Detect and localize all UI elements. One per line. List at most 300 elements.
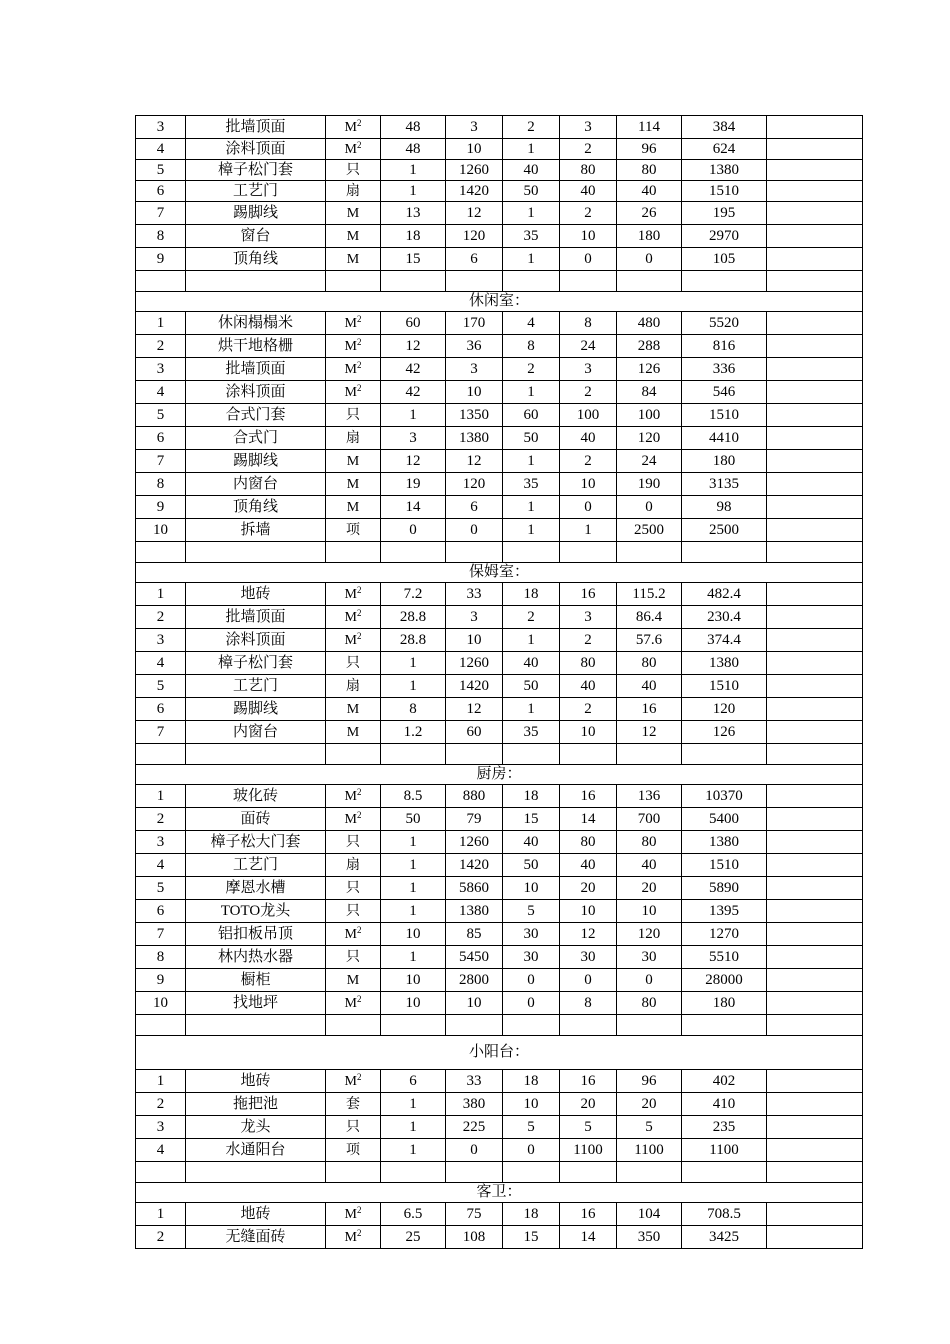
section-title: 休闲室： [136, 292, 863, 312]
material-cell [446, 744, 503, 765]
material-cell: 79 [446, 808, 503, 831]
labor-cell: 40 [560, 181, 617, 202]
unit-cell: M [326, 473, 381, 496]
auxiliary-cell: 50 [503, 181, 560, 202]
total-cell: 2500 [682, 519, 767, 542]
unit-cell [326, 1015, 381, 1036]
remark-cell [767, 404, 863, 427]
labor-cell: 1 [560, 519, 617, 542]
remark-cell [767, 181, 863, 202]
labor-subtotal-cell [617, 542, 682, 563]
total-cell: 3135 [682, 473, 767, 496]
labor-cell: 1100 [560, 1139, 617, 1162]
material-cell: 1260 [446, 831, 503, 854]
item-name-cell: 休闲榻榻米 [186, 312, 326, 335]
qty-cell: 12 [381, 335, 446, 358]
qty-cell: 10 [381, 969, 446, 992]
seq-cell: 2 [136, 335, 186, 358]
qty-cell: 19 [381, 473, 446, 496]
total-cell: 384 [682, 116, 767, 139]
unit-cell: 只 [326, 946, 381, 969]
seq-cell: 5 [136, 404, 186, 427]
remark-cell [767, 831, 863, 854]
seq-cell: 8 [136, 473, 186, 496]
unit-cell: $M^2$ [326, 992, 381, 1015]
auxiliary-cell: 50 [503, 675, 560, 698]
auxiliary-cell: 2 [503, 116, 560, 139]
item-name-cell: 工艺门 [186, 675, 326, 698]
table-row [136, 312, 863, 335]
auxiliary-cell: 30 [503, 923, 560, 946]
auxiliary-cell [503, 1015, 560, 1036]
table-row [136, 496, 863, 519]
qty-cell: 14 [381, 496, 446, 519]
seq-cell: 3 [136, 116, 186, 139]
labor-subtotal-cell: 20 [617, 1093, 682, 1116]
table-row [136, 583, 863, 606]
labor-cell: 16 [560, 583, 617, 606]
labor-cell: 10 [560, 225, 617, 248]
unit-cell: 只 [326, 877, 381, 900]
section-title: 客卫： [136, 1183, 863, 1203]
seq-cell: 6 [136, 427, 186, 450]
qty-cell: 1 [381, 1139, 446, 1162]
remark-cell [767, 1203, 863, 1226]
table-row [136, 139, 863, 160]
item-name-cell: 地砖 [186, 583, 326, 606]
item-name-cell: 龙头 [186, 1116, 326, 1139]
unit-cell: $M^2$ [326, 1070, 381, 1093]
material-cell: 1420 [446, 854, 503, 877]
seq-cell: 1 [136, 1203, 186, 1226]
qty-cell: 42 [381, 381, 446, 404]
total-cell: 98 [682, 496, 767, 519]
total-cell: 105 [682, 248, 767, 271]
qty-cell: 1 [381, 675, 446, 698]
unit-cell [326, 1162, 381, 1183]
seq-cell: 7 [136, 450, 186, 473]
unit-cell: $M^2$ [326, 1203, 381, 1226]
table-row [136, 450, 863, 473]
item-name-cell: 涂料顶面 [186, 381, 326, 404]
item-name-cell: 拆墙 [186, 519, 326, 542]
seq-cell: 9 [136, 496, 186, 519]
item-name-cell: 面砖 [186, 808, 326, 831]
total-cell: 546 [682, 381, 767, 404]
unit-cell: 项 [326, 519, 381, 542]
labor-subtotal-cell: 16 [617, 698, 682, 721]
qty-cell [381, 1162, 446, 1183]
item-name-cell: 批墙顶面 [186, 116, 326, 139]
remark-cell [767, 923, 863, 946]
labor-cell [560, 542, 617, 563]
item-name-cell: 水通阳台 [186, 1139, 326, 1162]
auxiliary-cell [503, 1162, 560, 1183]
blank-row [136, 744, 863, 765]
table-row [136, 606, 863, 629]
item-name-cell: 找地坪 [186, 992, 326, 1015]
labor-subtotal-cell: 114 [617, 116, 682, 139]
material-cell: 85 [446, 923, 503, 946]
labor-subtotal-cell: 80 [617, 652, 682, 675]
total-cell: 1510 [682, 404, 767, 427]
seq-cell: 8 [136, 946, 186, 969]
labor-subtotal-cell: 2500 [617, 519, 682, 542]
unit-cell: M [326, 225, 381, 248]
unit-cell: M [326, 969, 381, 992]
remark-cell [767, 1093, 863, 1116]
table-row [136, 1093, 863, 1116]
remark-cell [767, 160, 863, 181]
labor-cell: 30 [560, 946, 617, 969]
section-header-row [136, 765, 863, 785]
seq-cell: 3 [136, 629, 186, 652]
item-name-cell: 工艺门 [186, 181, 326, 202]
unit-cell: 只 [326, 160, 381, 181]
remark-cell [767, 785, 863, 808]
remark-cell [767, 358, 863, 381]
total-cell: 5520 [682, 312, 767, 335]
table-row [136, 519, 863, 542]
labor-subtotal-cell: 84 [617, 381, 682, 404]
item-name-cell: 顶角线 [186, 248, 326, 271]
table-row [136, 427, 863, 450]
labor-cell: 16 [560, 785, 617, 808]
remark-cell [767, 675, 863, 698]
auxiliary-cell: 1 [503, 139, 560, 160]
total-cell: 1380 [682, 652, 767, 675]
material-cell: 3 [446, 358, 503, 381]
labor-subtotal-cell: 5 [617, 1116, 682, 1139]
labor-cell: 80 [560, 652, 617, 675]
material-cell [446, 1162, 503, 1183]
seq-cell: 1 [136, 583, 186, 606]
total-cell: 1100 [682, 1139, 767, 1162]
qty-cell: 13 [381, 202, 446, 225]
item-name-cell: 批墙顶面 [186, 358, 326, 381]
item-name-cell: 林内热水器 [186, 946, 326, 969]
unit-cell: M [326, 248, 381, 271]
total-cell: 180 [682, 450, 767, 473]
material-cell: 0 [446, 519, 503, 542]
remark-cell [767, 248, 863, 271]
section-title: 保姆室： [136, 563, 863, 583]
qty-cell: 1 [381, 404, 446, 427]
labor-subtotal-cell: 26 [617, 202, 682, 225]
table-row [136, 698, 863, 721]
section-title: 小阳台： [136, 1036, 863, 1070]
table-row [136, 785, 863, 808]
labor-cell: 0 [560, 248, 617, 271]
qty-cell: 1 [381, 652, 446, 675]
section-header-row [136, 292, 863, 312]
seq-cell: 2 [136, 606, 186, 629]
unit-cell: $M^2$ [326, 923, 381, 946]
seq-cell: 2 [136, 808, 186, 831]
item-name-cell [186, 271, 326, 292]
unit-cell: 扇 [326, 854, 381, 877]
item-name-cell: 樟子松门套 [186, 652, 326, 675]
total-cell [682, 1015, 767, 1036]
seq-cell: 7 [136, 721, 186, 744]
unit-cell [326, 271, 381, 292]
auxiliary-cell: 0 [503, 1139, 560, 1162]
qty-cell: 15 [381, 248, 446, 271]
item-name-cell: 内窗台 [186, 473, 326, 496]
total-cell: 120 [682, 698, 767, 721]
total-cell: 195 [682, 202, 767, 225]
item-name-cell [186, 744, 326, 765]
unit-cell: $M^2$ [326, 312, 381, 335]
seq-cell: 3 [136, 831, 186, 854]
item-name-cell: 烘干地格栅 [186, 335, 326, 358]
unit-cell: M [326, 202, 381, 225]
item-name-cell: 玻化砖 [186, 785, 326, 808]
total-cell [682, 271, 767, 292]
qty-cell: 28.8 [381, 606, 446, 629]
labor-cell: 20 [560, 1093, 617, 1116]
item-name-cell: 合式门 [186, 427, 326, 450]
labor-cell: 10 [560, 721, 617, 744]
material-cell: 5860 [446, 877, 503, 900]
auxiliary-cell: 18 [503, 1203, 560, 1226]
remark-cell [767, 473, 863, 496]
qty-cell: 12 [381, 450, 446, 473]
unit-cell [326, 542, 381, 563]
labor-subtotal-cell: 96 [617, 1070, 682, 1093]
unit-cell: $M^2$ [326, 629, 381, 652]
item-name-cell: 橱柜 [186, 969, 326, 992]
total-cell [682, 1162, 767, 1183]
labor-cell: 12 [560, 923, 617, 946]
auxiliary-cell: 1 [503, 450, 560, 473]
labor-cell: 3 [560, 116, 617, 139]
total-cell: 4410 [682, 427, 767, 450]
table-row [136, 381, 863, 404]
total-cell: 374.4 [682, 629, 767, 652]
labor-subtotal-cell: 80 [617, 831, 682, 854]
section-header-row [136, 1183, 863, 1203]
labor-cell: 24 [560, 335, 617, 358]
material-cell: 10 [446, 629, 503, 652]
seq-cell: 4 [136, 139, 186, 160]
unit-cell: 只 [326, 900, 381, 923]
table-row [136, 877, 863, 900]
auxiliary-cell: 60 [503, 404, 560, 427]
labor-cell: 14 [560, 808, 617, 831]
item-name-cell: 铝扣板吊顶 [186, 923, 326, 946]
remark-cell [767, 698, 863, 721]
labor-subtotal-cell: 350 [617, 1226, 682, 1249]
qty-cell: 1 [381, 831, 446, 854]
remark-cell [767, 542, 863, 563]
qty-cell: 48 [381, 139, 446, 160]
labor-subtotal-cell: 80 [617, 992, 682, 1015]
remark-cell [767, 877, 863, 900]
table-row [136, 969, 863, 992]
labor-cell: 14 [560, 1226, 617, 1249]
table-row [136, 629, 863, 652]
item-name-cell: 摩恩水槽 [186, 877, 326, 900]
labor-subtotal-cell: 40 [617, 854, 682, 877]
qty-cell: 28.8 [381, 629, 446, 652]
labor-cell [560, 271, 617, 292]
unit-cell: 只 [326, 831, 381, 854]
remark-cell [767, 139, 863, 160]
material-cell: 108 [446, 1226, 503, 1249]
remark-cell [767, 992, 863, 1015]
seq-cell: 6 [136, 181, 186, 202]
material-cell: 1260 [446, 160, 503, 181]
seq-cell: 7 [136, 923, 186, 946]
qty-cell: 1 [381, 946, 446, 969]
qty-cell: 1 [381, 877, 446, 900]
labor-subtotal-cell: 100 [617, 404, 682, 427]
total-cell: 708.5 [682, 1203, 767, 1226]
labor-cell: 40 [560, 854, 617, 877]
qty-cell: 1 [381, 181, 446, 202]
material-cell: 120 [446, 225, 503, 248]
unit-cell: 扇 [326, 181, 381, 202]
seq-cell: 4 [136, 381, 186, 404]
auxiliary-cell: 1 [503, 519, 560, 542]
remark-cell [767, 335, 863, 358]
total-cell: 1395 [682, 900, 767, 923]
qty-cell [381, 271, 446, 292]
auxiliary-cell: 18 [503, 583, 560, 606]
total-cell: 1380 [682, 831, 767, 854]
labor-cell: 10 [560, 473, 617, 496]
item-name-cell: 踢脚线 [186, 450, 326, 473]
material-cell: 6 [446, 248, 503, 271]
seq-cell: 9 [136, 248, 186, 271]
unit-cell: $M^2$ [326, 1226, 381, 1249]
labor-subtotal-cell: 96 [617, 139, 682, 160]
material-cell: 120 [446, 473, 503, 496]
labor-cell: 2 [560, 450, 617, 473]
qty-cell: 1 [381, 854, 446, 877]
remark-cell [767, 969, 863, 992]
unit-cell: 只 [326, 1116, 381, 1139]
remark-cell [767, 900, 863, 923]
table-row [136, 473, 863, 496]
item-name-cell: TOTO龙头 [186, 900, 326, 923]
labor-subtotal-cell: 40 [617, 181, 682, 202]
seq-cell: 9 [136, 969, 186, 992]
qty-cell: 1 [381, 900, 446, 923]
material-cell: 12 [446, 698, 503, 721]
seq-cell: 3 [136, 358, 186, 381]
auxiliary-cell: 4 [503, 312, 560, 335]
total-cell: 1270 [682, 923, 767, 946]
labor-cell: 2 [560, 629, 617, 652]
unit-cell: M [326, 450, 381, 473]
total-cell: 410 [682, 1093, 767, 1116]
auxiliary-cell: 15 [503, 1226, 560, 1249]
remark-cell [767, 808, 863, 831]
seq-cell: 1 [136, 785, 186, 808]
auxiliary-cell: 1 [503, 248, 560, 271]
material-cell: 1350 [446, 404, 503, 427]
unit-cell: M [326, 698, 381, 721]
qty-cell: 7.2 [381, 583, 446, 606]
auxiliary-cell: 40 [503, 652, 560, 675]
remark-cell [767, 225, 863, 248]
seq-cell: 8 [136, 225, 186, 248]
material-cell: 12 [446, 450, 503, 473]
table-row [136, 923, 863, 946]
unit-cell: 项 [326, 1139, 381, 1162]
remark-cell [767, 202, 863, 225]
seq-cell: 10 [136, 519, 186, 542]
seq-cell: 5 [136, 675, 186, 698]
labor-cell: 2 [560, 381, 617, 404]
seq-cell [136, 542, 186, 563]
qty-cell: 1 [381, 1093, 446, 1116]
remark-cell [767, 583, 863, 606]
labor-subtotal-cell: 288 [617, 335, 682, 358]
total-cell: 5510 [682, 946, 767, 969]
labor-subtotal-cell: 480 [617, 312, 682, 335]
table-row [136, 900, 863, 923]
labor-subtotal-cell: 0 [617, 969, 682, 992]
table-row [136, 652, 863, 675]
auxiliary-cell: 40 [503, 831, 560, 854]
auxiliary-cell: 2 [503, 358, 560, 381]
unit-cell: $M^2$ [326, 381, 381, 404]
qty-cell: 10 [381, 992, 446, 1015]
qty-cell: 18 [381, 225, 446, 248]
table-row [136, 808, 863, 831]
unit-cell: $M^2$ [326, 116, 381, 139]
remark-cell [767, 1070, 863, 1093]
material-cell: 380 [446, 1093, 503, 1116]
item-name-cell: 无缝面砖 [186, 1226, 326, 1249]
blank-row [136, 271, 863, 292]
section-header-row [136, 1036, 863, 1070]
material-cell: 1380 [446, 427, 503, 450]
seq-cell: 2 [136, 1226, 186, 1249]
item-name-cell: 顶角线 [186, 496, 326, 519]
material-cell: 5450 [446, 946, 503, 969]
table-row [136, 181, 863, 202]
total-cell: 624 [682, 139, 767, 160]
auxiliary-cell: 18 [503, 785, 560, 808]
table-row [136, 225, 863, 248]
remark-cell [767, 381, 863, 404]
material-cell [446, 1015, 503, 1036]
remark-cell [767, 721, 863, 744]
remark-cell [767, 1116, 863, 1139]
table-row [136, 1203, 863, 1226]
qty-cell: 60 [381, 312, 446, 335]
labor-subtotal-cell: 86.4 [617, 606, 682, 629]
material-cell: 75 [446, 1203, 503, 1226]
table-row [136, 721, 863, 744]
auxiliary-cell: 1 [503, 698, 560, 721]
unit-cell: 只 [326, 404, 381, 427]
total-cell: 1380 [682, 160, 767, 181]
qty-cell: 42 [381, 358, 446, 381]
total-cell: 235 [682, 1116, 767, 1139]
table-row [136, 160, 863, 181]
item-name-cell: 樟子松大门套 [186, 831, 326, 854]
seq-cell: 5 [136, 877, 186, 900]
material-cell: 33 [446, 1070, 503, 1093]
remark-cell [767, 854, 863, 877]
material-cell: 33 [446, 583, 503, 606]
material-cell: 10 [446, 992, 503, 1015]
